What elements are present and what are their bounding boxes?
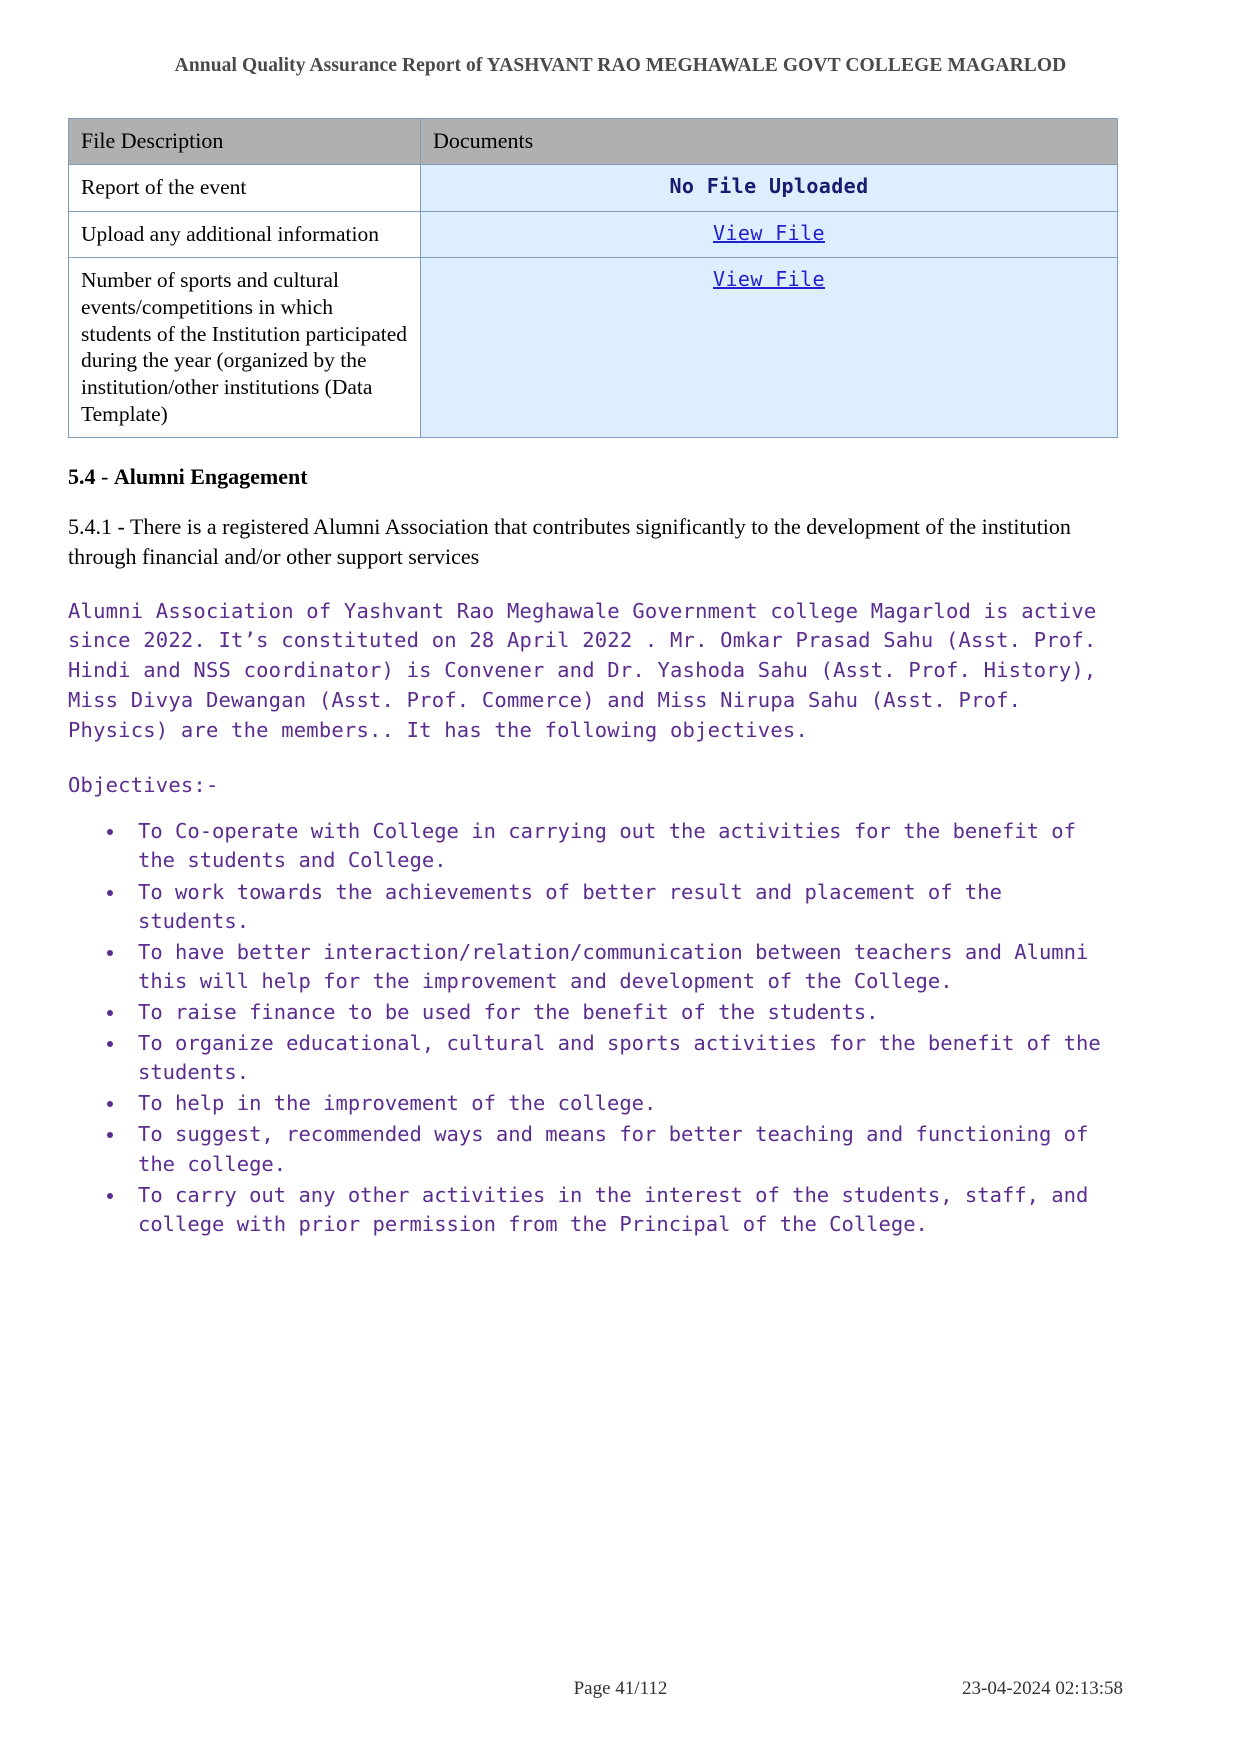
documents-table [68,118,1118,438]
list-item: • To help in the improvement of the college. [126,1089,1123,1118]
page-content [68,118,1123,1241]
view-file-link[interactable]: View File [713,267,825,292]
table-header-row [69,119,1118,165]
page-header: Annual Quality Assurance Report of YASHVANT RAO MEGHAWALE GOVT COLLEGE MAGARLOD [174,55,1067,76]
section-title [68,464,1123,490]
section-number: 5.4 [68,464,96,490]
file-description-cell: Upload any additional information [69,211,421,258]
section-question: 5.4.1 - There is a registered Alumni Association that contributes significantly to the development of the institution through financial and/or other support services [68,514,1071,569]
list-item: • To raise finance to be used for the benefit of the students. [126,998,1123,1027]
table-row [69,258,1118,438]
section-dash: - [95,464,114,490]
table-row [69,165,1118,212]
section-answer: Alumni Association of Yashvant Rao Meghawale Government college Magarlod is active since 2022. It’s constituted on 28 April 2022 . Mr. Omkar Prasad Sahu (Asst. Prof. Hindi and NSS coordinator) is Convener and Dr. Yashoda Sahu (Asst. Prof. History), Miss Divya Dewangan (Asst. Prof. Commerce) and Miss Nirupa Sahu (Asst. Prof. Physics) are the members.. It has the following objectives. [68,598,1109,742]
footer-timestamp: 23-04-2024 02:13:58 [962,1678,1123,1699]
view-file-link[interactable]: View File [713,220,825,245]
document-cell [421,258,1118,438]
objectives-list [68,817,1123,1239]
file-description-cell: Number of sports and cultural events/competitions in which students of the Institution participated during the year (organized by the institution/other institutions (Data Template) [69,258,421,438]
list-item: • To carry out any other activities in the interest of the students, staff, and college with prior permission from the Principal of the College. [126,1181,1123,1239]
list-item: • To suggest, recommended ways and means for better teaching and functioning of the college. [126,1120,1123,1178]
page-number: Page 41/112 [573,1678,668,1699]
list-item: • To have better interaction/relation/communication between teachers and Alumni this will help for the improvement and development of the College. [126,938,1123,996]
file-description-cell: Report of the event [69,165,421,212]
page-footer [0,1678,1241,1702]
objectives-heading: Objectives:- [68,773,219,798]
list-item: • To Co-operate with College in carrying out the activities for the benefit of the students and College. [126,817,1123,875]
document-status-cell: No File Uploaded [421,165,1118,212]
table-row [69,211,1118,258]
column-header-documents: Documents [421,119,1118,165]
section-name: Alumni Engagement [113,464,308,490]
list-item: • To work towards the achievements of better result and placement of the students. [126,878,1123,936]
list-item: • To organize educational, cultural and sports activities for the benefit of the students. [126,1029,1123,1087]
document-cell [421,211,1118,258]
column-header-file-description: File Description [69,119,421,165]
